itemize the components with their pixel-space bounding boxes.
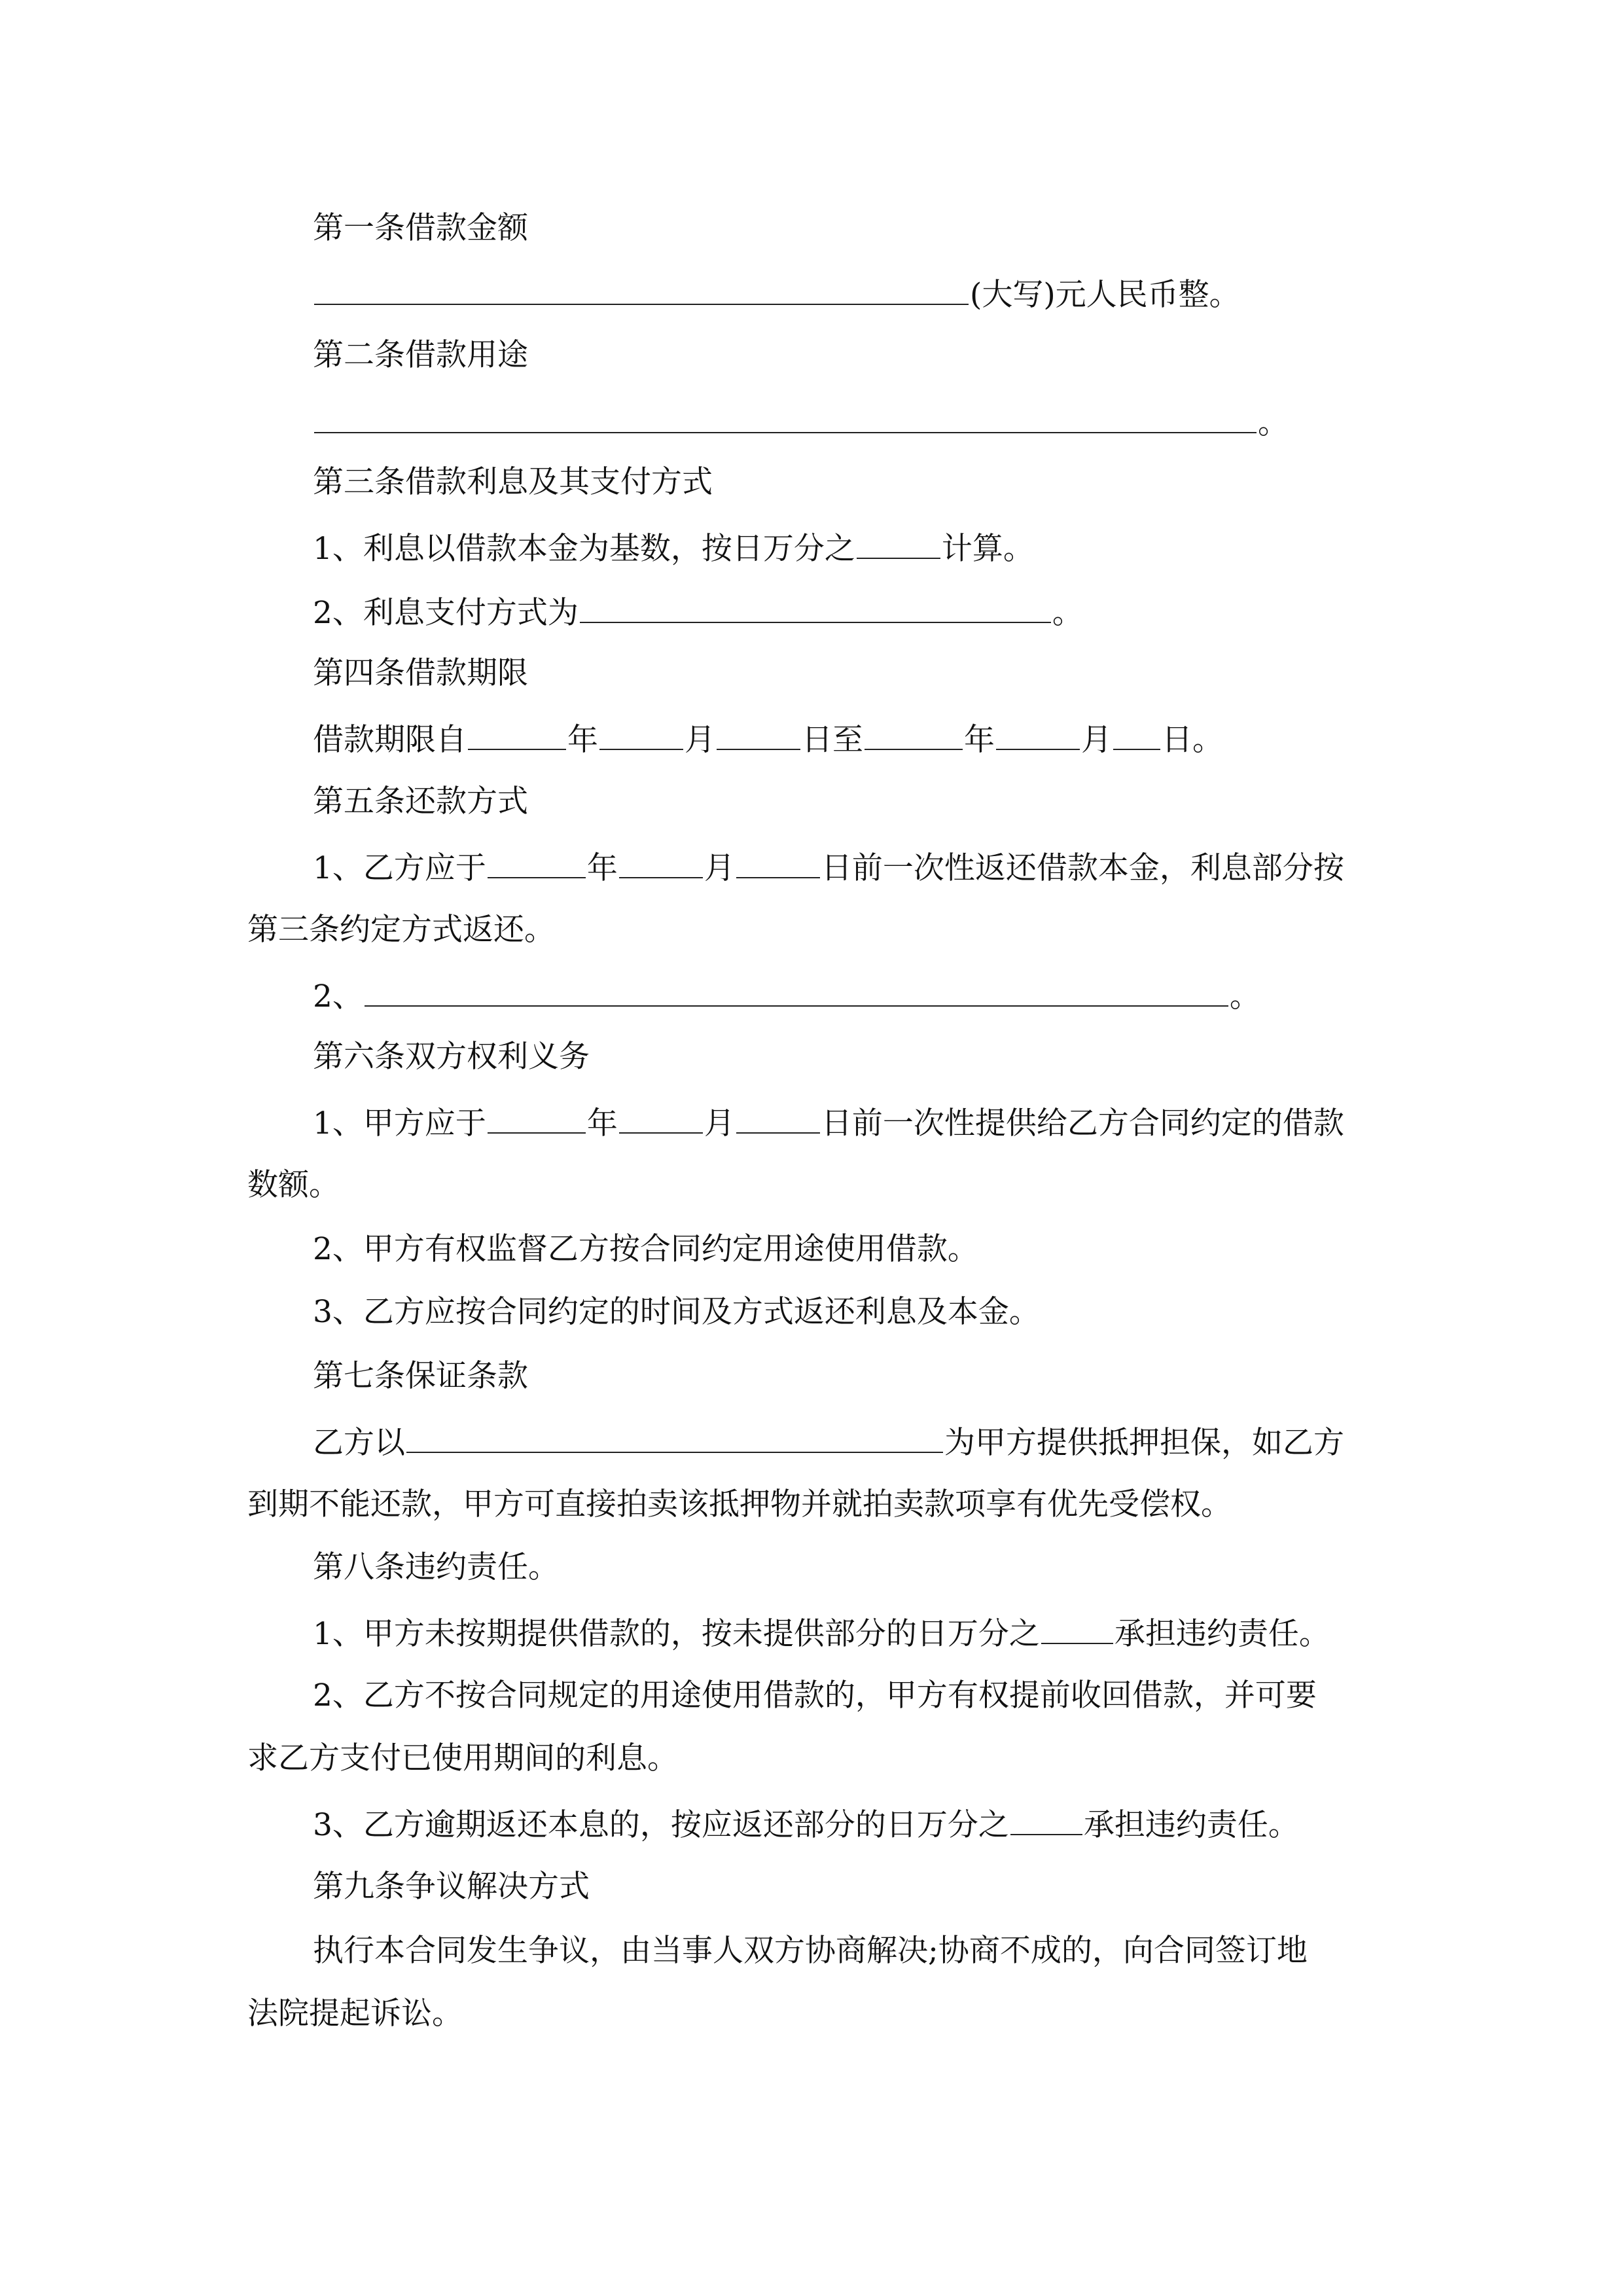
article3-item1: 1、利息以借款本金为基数，按日万分之 计算。 [247, 526, 1445, 567]
article5-heading: 第五条还款方式 [313, 783, 528, 819]
borrower-penalty-rate-blank[interactable] [1010, 1803, 1082, 1835]
start-month-blank[interactable] [599, 717, 683, 750]
article6-heading: 第六条双方权利义务 [313, 1039, 590, 1075]
article8-item1: 1、甲方未按期提供借款的，按未提供部分的日万分之 承担违约责任。 [247, 1611, 1445, 1652]
end-day-blank[interactable] [1113, 717, 1160, 750]
article5-item1-cont: 第三条约定方式返还。 [247, 912, 555, 948]
start-year-blank[interactable] [468, 717, 566, 750]
lend-year-blank[interactable] [488, 1101, 586, 1134]
article6-item2: 2、甲方有权监督乙方按合同约定用途使用借款。 [313, 1231, 978, 1267]
article4-period: 借款期限自 年 月 日至 年 月 日。 [247, 717, 1445, 758]
article7-paragraph-cont: 到期不能还款，甲方可直接拍卖该抵押物并就拍卖款项享有优先受偿权。 [247, 1486, 1232, 1522]
article3-item2: 2、利息支付方式为 。 [247, 590, 1445, 631]
start-day-blank[interactable] [717, 717, 800, 750]
payment-method-blank[interactable] [580, 590, 1051, 623]
article7-paragraph: 乙方以 为甲方提供抵押担保，如乙方 [247, 1420, 1445, 1461]
repay-year-blank[interactable] [488, 846, 586, 878]
repay-day-blank[interactable] [736, 846, 820, 878]
purpose-blank[interactable] [314, 401, 1257, 433]
article4-heading: 第四条借款期限 [313, 655, 528, 691]
article2-purpose-line: 。 [247, 401, 1445, 441]
lender-penalty-rate-blank[interactable] [1041, 1611, 1113, 1644]
article2-heading: 第二条借款用途 [313, 337, 528, 373]
article1-heading: 第一条借款金额 [313, 210, 528, 246]
article9-paragraph-cont: 法院提起诉讼。 [247, 1996, 463, 2032]
article8-item3: 3、乙方逾期返还本息的，按应返还部分的日万分之 承担违约责任。 [247, 1803, 1445, 1843]
article5-item1: 1、乙方应于 年 月 日前一次性返还借款本金，利息部分按 [247, 846, 1445, 886]
article6-item1: 1、甲方应于 年 月 日前一次性提供给乙方合同约定的借款 [247, 1101, 1445, 1141]
article6-item1-cont: 数额。 [247, 1167, 340, 1203]
collateral-blank[interactable] [406, 1420, 943, 1453]
article1-amount-line: (大写)元人民币整。 [247, 272, 1445, 313]
article6-item3: 3、乙方应按合同约定的时间及方式返还利息及本金。 [313, 1294, 1040, 1330]
article7-heading: 第七条保证条款 [313, 1358, 528, 1394]
interest-rate-blank[interactable] [857, 526, 940, 559]
lend-month-blank[interactable] [619, 1101, 703, 1134]
article8-heading: 第八条违约责任。 [313, 1549, 559, 1585]
end-year-blank[interactable] [865, 717, 963, 750]
article8-item2: 2、乙方不按合同规定的用途使用借款的，甲方有权提前收回借款，并可要 [313, 1677, 1317, 1713]
repay-month-blank[interactable] [619, 846, 703, 878]
lend-day-blank[interactable] [736, 1101, 820, 1134]
article8-item2-cont: 求乙方支付已使用期间的利息。 [247, 1740, 678, 1776]
amount-blank[interactable] [314, 272, 969, 305]
article5-item2: 2、 。 [247, 974, 1445, 1014]
repay-other-blank[interactable] [365, 974, 1228, 1007]
article9-paragraph: 执行本合同发生争议，由当事人双方协商解决;协商不成的，向合同签订地 [313, 1933, 1308, 1969]
article3-heading: 第三条借款利息及其支付方式 [313, 464, 713, 500]
article9-heading: 第九条争议解决方式 [313, 1869, 590, 1905]
end-month-blank[interactable] [996, 717, 1080, 750]
